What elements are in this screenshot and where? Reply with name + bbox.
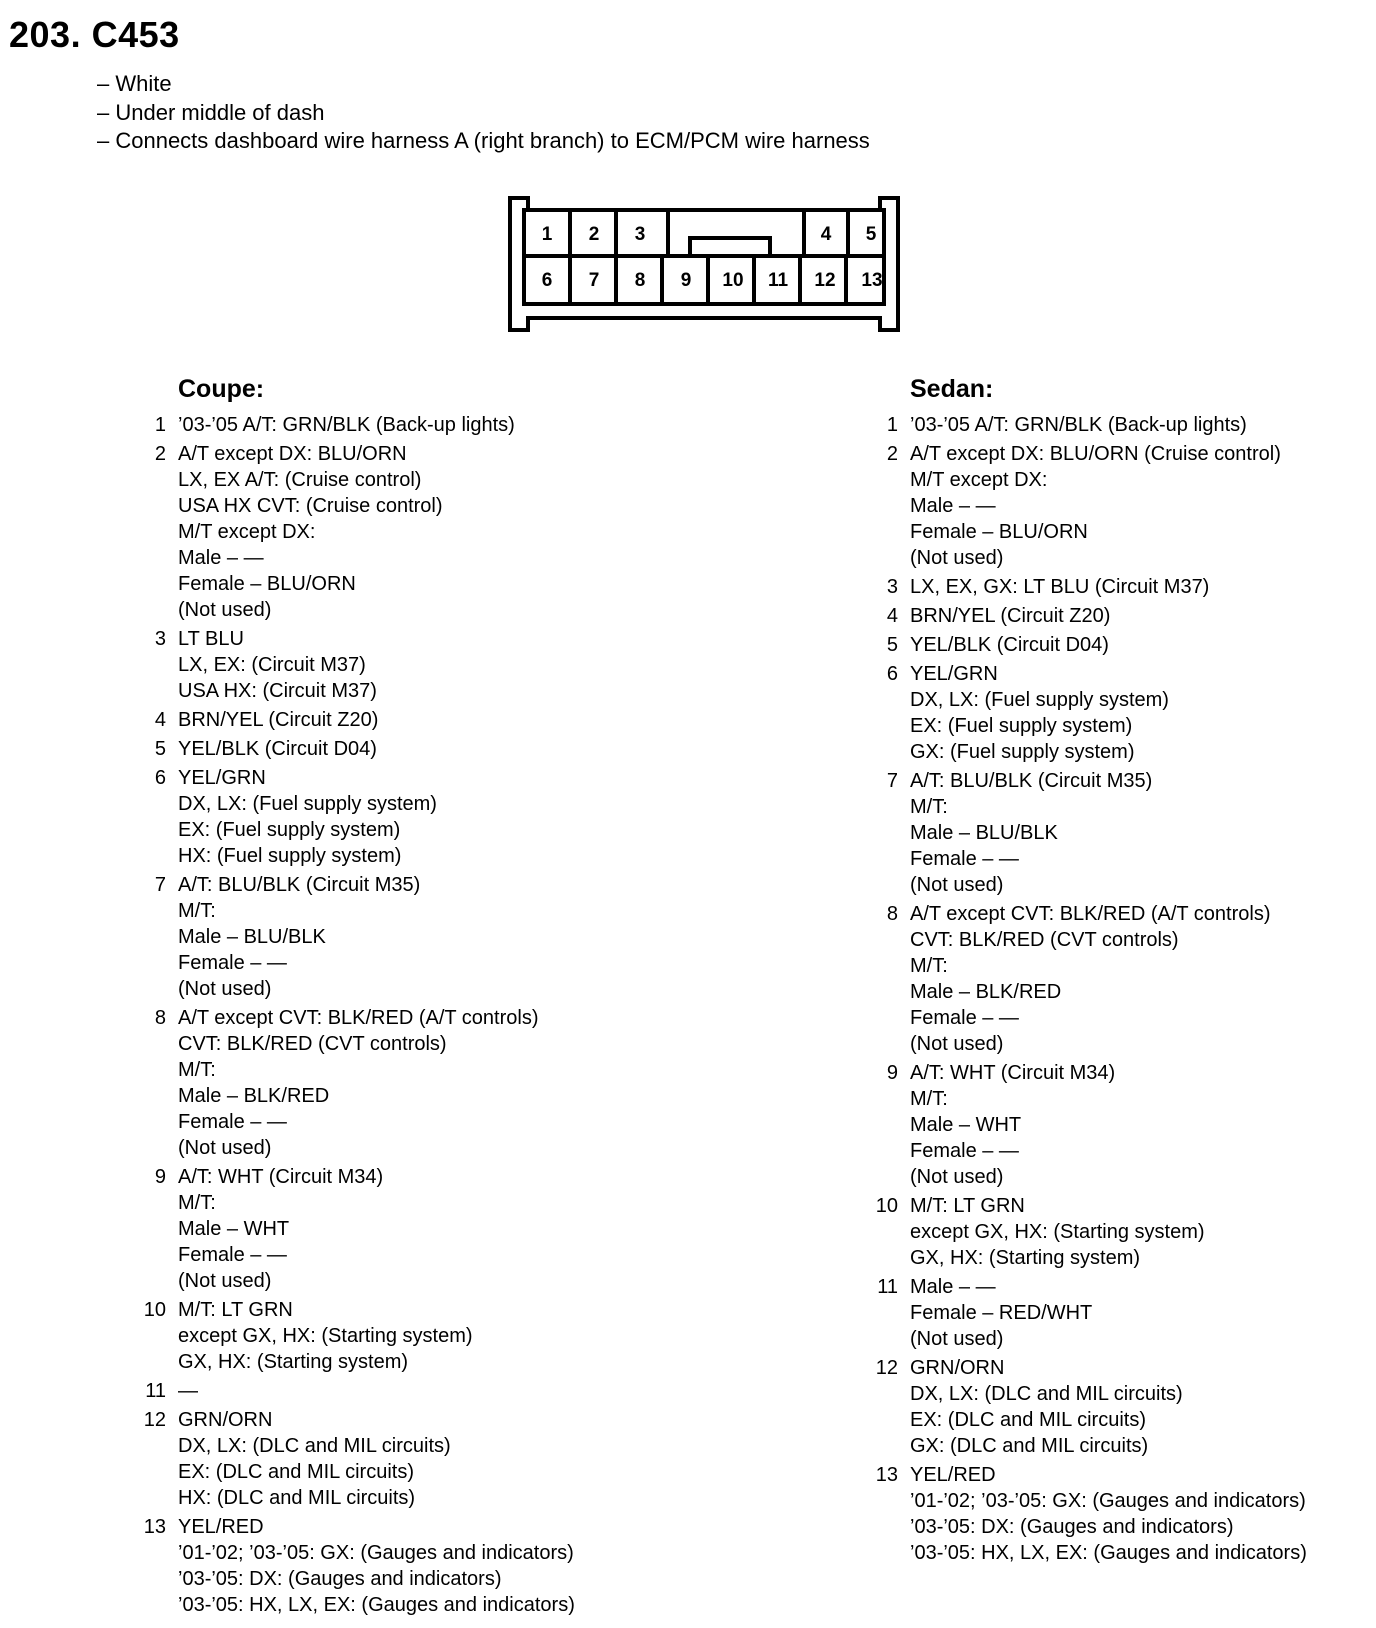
- pin-line: M/T except DX:: [910, 469, 1048, 491]
- pin-line: Female – BLU/ORN: [178, 573, 356, 595]
- pin-line: BRN/YEL (Circuit Z20): [178, 709, 379, 731]
- pin-line: DX, LX: (Fuel supply system): [178, 793, 437, 815]
- pin-line: (Not used): [910, 874, 1004, 896]
- pin-line: Female – —: [910, 1140, 1019, 1162]
- pin-line: (Not used): [910, 1033, 1004, 1055]
- pin-line: (Not used): [178, 978, 272, 1000]
- pin-description: [910, 412, 1307, 438]
- pin-line: (Not used): [910, 547, 1004, 569]
- pin-number: 2: [154, 443, 166, 465]
- pin-line: GRN/ORN: [178, 1409, 273, 1431]
- pin-line: Female – —: [910, 848, 1019, 870]
- coupe-pin-10: [140, 1297, 575, 1375]
- pin-line: YEL/BLK (Circuit D04): [178, 738, 377, 760]
- pin-label-13: 13: [861, 270, 883, 291]
- coupe-heading: Coupe:: [178, 375, 265, 403]
- pin-number: 1: [886, 414, 898, 436]
- pin-line: GX: (DLC and MIL circuits): [910, 1435, 1149, 1457]
- pin-description: [178, 1005, 575, 1161]
- sedan-heading: Sedan:: [910, 375, 994, 403]
- pin-label-5: 5: [865, 224, 877, 245]
- pin-line: USA HX: (Circuit M37): [178, 680, 377, 702]
- pin-line: GX, HX: (Starting system): [910, 1247, 1141, 1269]
- pin-description: [178, 1297, 575, 1375]
- pin-line: LX, EX, GX: LT BLU (Circuit M37): [910, 576, 1210, 598]
- pin-line: (Not used): [178, 1137, 272, 1159]
- pin-line: YEL/GRN: [910, 663, 998, 685]
- sedan-pinout: [872, 372, 1307, 1569]
- pin-description: [178, 1378, 575, 1404]
- pin-line: DX, LX: (Fuel supply system): [910, 689, 1169, 711]
- coupe-pin-8: [140, 1005, 575, 1161]
- pin-label-9: 9: [680, 270, 692, 291]
- pin-label-2: 2: [588, 224, 600, 245]
- pin-number: 9: [154, 1166, 166, 1188]
- pin-description: [910, 603, 1307, 629]
- pin-label-1: 1: [541, 224, 553, 245]
- sedan-pin-9: [872, 1060, 1307, 1190]
- pin-line: USA HX CVT: (Cruise control): [178, 495, 443, 517]
- pin-description: [178, 626, 575, 704]
- coupe-pin-list: [140, 412, 575, 1618]
- pin-line: (Not used): [178, 599, 272, 621]
- pin-description: [178, 707, 575, 733]
- pin-line: Female – BLU/ORN: [910, 521, 1088, 543]
- pin-number: 3: [886, 576, 898, 598]
- pin-line: M/T except DX:: [178, 521, 316, 543]
- pin-line: ’03-’05: HX, LX, EX: (Gauges and indicators): [910, 1542, 1307, 1564]
- coupe-pin-7: [140, 872, 575, 1002]
- pin-number: 1: [154, 414, 166, 436]
- pin-number: 10: [875, 1195, 898, 1217]
- pin-line: CVT: BLK/RED (CVT controls): [178, 1033, 447, 1055]
- pin-label-12: 12: [814, 270, 836, 291]
- sedan-pin-13: [872, 1462, 1307, 1566]
- pin-line: (Not used): [910, 1166, 1004, 1188]
- pin-line: Female – —: [178, 952, 287, 974]
- pin-line: except GX, HX: (Starting system): [910, 1221, 1205, 1243]
- pin-label-3: 3: [634, 224, 646, 245]
- pin-line: EX: (DLC and MIL circuits): [178, 1461, 414, 1483]
- pin-line: YEL/RED: [910, 1464, 996, 1486]
- pin-number: 5: [154, 738, 166, 760]
- sedan-pin-2: [872, 441, 1307, 571]
- sedan-pin-8: [872, 901, 1307, 1057]
- pin-description: [178, 765, 575, 869]
- pin-number: 11: [145, 1380, 166, 1402]
- pin-description: [178, 1514, 575, 1618]
- pin-number: 13: [143, 1516, 166, 1538]
- coupe-pin-6: [140, 765, 575, 869]
- pin-line: Female – —: [178, 1111, 287, 1133]
- pin-description: [910, 768, 1307, 898]
- pin-line: (Not used): [910, 1328, 1004, 1350]
- coupe-pin-12: [140, 1407, 575, 1511]
- pin-line: DX, LX: (DLC and MIL circuits): [910, 1383, 1183, 1405]
- pin-line: ’03-’05 A/T: GRN/BLK (Back-up lights): [910, 414, 1247, 436]
- pin-label-6: 6: [541, 270, 553, 291]
- coupe-pin-5: [140, 736, 575, 762]
- pin-number: 12: [875, 1357, 898, 1379]
- pin-line: except GX, HX: (Starting system): [178, 1325, 473, 1347]
- pin-line: (Not used): [178, 1270, 272, 1292]
- pin-line: CVT: BLK/RED (CVT controls): [910, 929, 1179, 951]
- pin-label-10: 10: [722, 270, 744, 291]
- pin-line: Male – —: [910, 1276, 996, 1298]
- sedan-pin-12: [872, 1355, 1307, 1459]
- pin-line: LX, EX: (Circuit M37): [178, 654, 366, 676]
- note-location: – Under middle of dash: [97, 99, 325, 125]
- pin-line: Female – RED/WHT: [910, 1302, 1093, 1324]
- pin-line: EX: (Fuel supply system): [178, 819, 401, 841]
- pin-description: [178, 441, 575, 623]
- pin-line: Male – —: [910, 495, 996, 517]
- pin-line: Male – BLU/BLK: [910, 822, 1058, 844]
- note-color: – White: [97, 71, 172, 96]
- pin-number: 11: [877, 1276, 898, 1298]
- pin-line: ’03-’05: DX: (Gauges and indicators): [178, 1568, 502, 1590]
- pin-description: [910, 632, 1307, 658]
- pin-line: GX: (Fuel supply system): [910, 741, 1135, 763]
- pin-line: DX, LX: (DLC and MIL circuits): [178, 1435, 451, 1457]
- sedan-pin-3: [872, 574, 1307, 600]
- pin-description: [910, 661, 1307, 765]
- pin-line: Female – —: [178, 1244, 287, 1266]
- pin-line: M/T:: [910, 1088, 948, 1110]
- pin-line: HX: (DLC and MIL circuits): [178, 1487, 416, 1509]
- pin-line: HX: (Fuel supply system): [178, 845, 402, 867]
- pin-description: [178, 872, 575, 1002]
- pin-line: ’03-’05: DX: (Gauges and indicators): [910, 1516, 1234, 1538]
- pin-description: [910, 1462, 1307, 1566]
- coupe-pin-11: [140, 1378, 575, 1404]
- pin-number: 10: [143, 1299, 166, 1321]
- pin-number: 8: [154, 1007, 166, 1029]
- pin-line: Male – WHT: [910, 1114, 1022, 1136]
- pin-number: 9: [886, 1062, 898, 1084]
- pin-number: 6: [154, 767, 166, 789]
- coupe-pin-13: [140, 1514, 575, 1618]
- pin-number: 12: [143, 1409, 166, 1431]
- pin-number: 8: [886, 903, 898, 925]
- pin-line: M/T: LT GRN: [178, 1299, 293, 1321]
- pin-number: 4: [154, 709, 166, 731]
- pin-label-8: 8: [634, 270, 646, 291]
- pin-line: A/T except CVT: BLK/RED (A/T controls): [178, 1007, 539, 1029]
- pin-description: [178, 1407, 575, 1511]
- pin-line: —: [178, 1380, 198, 1402]
- sedan-pin-6: [872, 661, 1307, 765]
- pin-line: M/T:: [178, 900, 216, 922]
- connector-diagram: [508, 196, 900, 332]
- pin-line: A/T except DX: BLU/ORN (Cruise control): [910, 443, 1281, 465]
- pin-number: 3: [154, 628, 166, 650]
- pin-number: 6: [886, 663, 898, 685]
- pin-line: ’01-’02; ’03-’05: GX: (Gauges and indicators): [178, 1542, 574, 1564]
- pin-number: 4: [886, 605, 898, 627]
- sedan-pin-11: [872, 1274, 1307, 1352]
- sedan-pin-5: [872, 632, 1307, 658]
- pin-line: EX: (DLC and MIL circuits): [910, 1409, 1146, 1431]
- pin-number: 13: [875, 1464, 898, 1486]
- coupe-pin-4: [140, 707, 575, 733]
- note-connection: – Connects dashboard wire harness A (right branch) to ECM/PCM wire harness: [97, 128, 870, 153]
- pin-description: [910, 441, 1307, 571]
- pin-line: A/T: WHT (Circuit M34): [910, 1062, 1116, 1084]
- pin-line: Male – —: [178, 547, 264, 569]
- pin-line: M/T:: [910, 796, 948, 818]
- pin-label-7: 7: [588, 270, 600, 291]
- pin-line: YEL/BLK (Circuit D04): [910, 634, 1109, 656]
- pin-label-11: 11: [767, 270, 789, 291]
- pin-line: YEL/GRN: [178, 767, 266, 789]
- pin-line: A/T: BLU/BLK (Circuit M35): [910, 770, 1153, 792]
- pin-line: A/T: WHT (Circuit M34): [178, 1166, 384, 1188]
- pin-description: [910, 1355, 1307, 1459]
- pin-line: GX, HX: (Starting system): [178, 1351, 409, 1373]
- pin-description: [910, 1193, 1307, 1271]
- pin-line: LT BLU: [178, 628, 244, 650]
- pin-line: Male – BLK/RED: [178, 1085, 330, 1107]
- pin-line: A/T except DX: BLU/ORN: [178, 443, 407, 465]
- pin-line: A/T except CVT: BLK/RED (A/T controls): [910, 903, 1271, 925]
- page-title: 203. C453: [9, 14, 180, 55]
- pin-line: Male – BLK/RED: [910, 981, 1062, 1003]
- pin-line: BRN/YEL (Circuit Z20): [910, 605, 1111, 627]
- sedan-pin-7: [872, 768, 1307, 898]
- sedan-pin-10: [872, 1193, 1307, 1271]
- pin-line: M/T: LT GRN: [910, 1195, 1025, 1217]
- pin-line: M/T:: [910, 955, 948, 977]
- sedan-pin-list: [872, 412, 1307, 1566]
- pin-line: YEL/RED: [178, 1516, 264, 1538]
- pin-description: [178, 1164, 575, 1294]
- pin-label-4: 4: [820, 224, 832, 245]
- connector-notes: [97, 70, 870, 156]
- pin-line: Female – —: [910, 1007, 1019, 1029]
- pin-line: ’01-’02; ’03-’05: GX: (Gauges and indicators): [910, 1490, 1306, 1512]
- pin-description: [910, 574, 1307, 600]
- pin-line: EX: (Fuel supply system): [910, 715, 1133, 737]
- pin-number: 7: [154, 874, 166, 896]
- pin-line: ’03-’05 A/T: GRN/BLK (Back-up lights): [178, 414, 515, 436]
- pin-description: [910, 1274, 1307, 1352]
- pin-line: Male – WHT: [178, 1218, 290, 1240]
- coupe-pin-1: [140, 412, 575, 438]
- sedan-pin-1: [872, 412, 1307, 438]
- coupe-pinout: [140, 372, 575, 1621]
- pin-description: [910, 1060, 1307, 1190]
- pin-line: LX, EX A/T: (Cruise control): [178, 469, 422, 491]
- pin-line: M/T:: [178, 1059, 216, 1081]
- pin-description: [178, 412, 575, 438]
- pin-line: GRN/ORN: [910, 1357, 1005, 1379]
- pin-line: M/T:: [178, 1192, 216, 1214]
- coupe-pin-9: [140, 1164, 575, 1294]
- pin-line: ’03-’05: HX, LX, EX: (Gauges and indicators): [178, 1594, 575, 1616]
- pin-description: [910, 901, 1307, 1057]
- pin-number: 7: [886, 770, 898, 792]
- pin-line: Male – BLU/BLK: [178, 926, 326, 948]
- pin-description: [178, 736, 575, 762]
- pin-number: 5: [886, 634, 898, 656]
- sedan-pin-4: [872, 603, 1307, 629]
- pin-line: A/T: BLU/BLK (Circuit M35): [178, 874, 421, 896]
- coupe-pin-3: [140, 626, 575, 704]
- pin-number: 2: [886, 443, 898, 465]
- coupe-pin-2: [140, 441, 575, 623]
